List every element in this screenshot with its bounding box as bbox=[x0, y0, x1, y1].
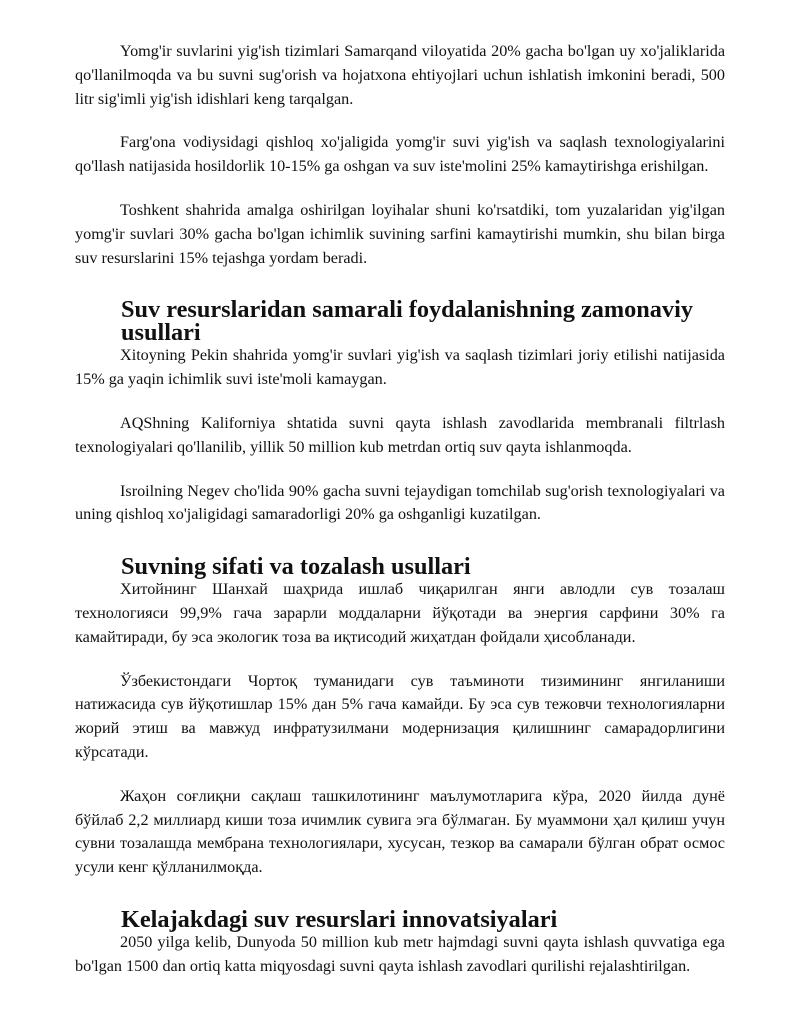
section-heading-water-quality: Suvning sifati va tozalash usullari bbox=[121, 553, 471, 581]
section2-paragraph-2: Ўзбекистондаги Чортоқ туманидаги сув таъминоти тизимининг янгиланиши натижасида сув йўқотишлар 15% дан 5% гача камайди. Бу эса сув тежовчи технологияларни жорий этиш ва мавжуд инфратузилмани модернизация қилишнинг самарадорлигини кўрсатади. bbox=[75, 671, 725, 761]
intro-paragraph-1: Yomg'ir suvlarini yig'ish tizimlari Samarqand viloyatida 20% gacha bo'lgan uy xo'jaliklarida qo'llanilmoqda va bu suvni sug'orish va hojatxona ehtiyojlari uchun ishlatish imkonini beradi, 500 litr sig'imli yig'ish idishlari keng tarqalgan. bbox=[75, 42, 725, 108]
document-page bbox=[75, 40, 725, 999]
section-heading-modern-methods: Suv resurslaridan samarali foydalanishning zamonaviy usullari bbox=[121, 296, 693, 347]
section1-paragraph-3: Isroilning Negev cho'lida 90% gacha suvni tejaydigan tomchilab sug'orish texnologiyalari va uning qishloq xo'jaligidagi samaradorligi 20% ga oshganligi kuzatilgan. bbox=[75, 481, 725, 524]
section1-paragraph-2: AQShning Kaliforniya shtatida suvni qayta ishlash zavodlarida membranali filtrlash texnologiyalari qo'llanilib, yillik 50 million kub metrdan ortiq suv qayta ishlanmoqda. bbox=[75, 413, 725, 456]
section2-paragraph-3: Жаҳон соғлиқни сақлаш ташкилотининг маълумотларига кўра, 2020 йилда дунё бўйлаб 2,2 миллиард киши тоза ичимлик сувига эга бўлмаган. Бу муаммони ҳал қилиш учун сувни тозалашда мембрана технологиялари, хусусан, тезкор ва самарали бўлган обрат осмос усули кенг қўлланилмоқда. bbox=[75, 786, 725, 877]
section-heading-future-innovations: Kelajakdagi suv resurslari innovatsiyalari bbox=[121, 905, 558, 933]
intro-paragraph-3: Toshkent shahrida amalga oshirilgan loyihalar shuni ko'rsatdiki, tom yuzalaridan yig'ilgan yomg'ir suvlari 30% gacha bo'lgan ichimlik suvining sarfini kamaytirishi mumkin, shu bilan birga suv resurslarini 15% tejashga yordam beradi. bbox=[75, 200, 725, 267]
section1-paragraph-1: Xitoyning Pekin shahrida yomg'ir suvlari yig'ish va saqlash tizimlari joriy etilishi natijasida 15% ga yaqin ichimlik suvi iste'moli kamaygan. bbox=[75, 346, 725, 389]
section3-paragraph-1: 2050 yilga kelib, Dunyoda 50 million kub metr hajmdagi suvni qayta ishlash quvvatiga ega bo'lgan 1500 dan ortiq katta miqyosdagi suvni qayta ishlash zavodlari qurilishi rejalashtirilgan. bbox=[75, 932, 725, 975]
section2-paragraph-1: Хитойнинг Шанхай шаҳрида ишлаб чиқарилган янги авлодли сув тозалаш технологияси 99,9% гача зарарли моддаларни йўқотади ва энергия сарфини 30% га камайтиради, бу эса экологик тоза ва иқтисодий жиҳатдан фойдали ҳисобланади. bbox=[75, 580, 725, 646]
intro-paragraph-2: Farg'ona vodiysidagi qishloq xo'jaligida yomg'ir suvi yig'ish va saqlash texnologiyalarini qo'llash natijasida hosildorlik 10-15% ga oshgan va suv iste'molini 25% kamaytirishga erishilgan. bbox=[75, 133, 725, 176]
